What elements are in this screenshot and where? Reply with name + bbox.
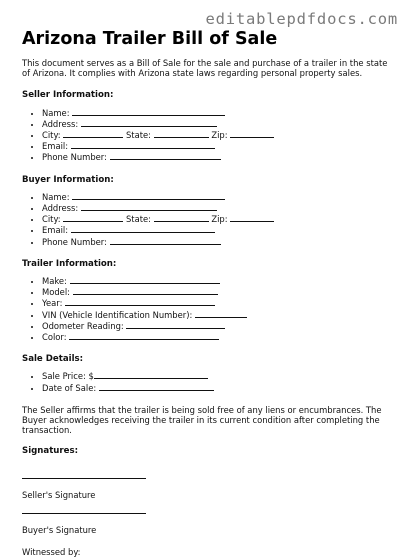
trailer-odometer-blank[interactable] [126,320,225,329]
closing-paragraph: The Seller affirms that the trailer is being sold free of any liens or encumbrances. The Buyer acknowledges receiving the trailer in its current condition after completing the transaction. [22,404,382,436]
seller-city-state-zip-field [42,129,394,140]
trailer-color-blank[interactable] [69,331,219,340]
buyer-email-field [42,224,394,235]
trailer-make-field [42,275,394,286]
field-label: Name: [42,191,70,202]
witnessed-by-label: Witnessed by: [22,547,81,557]
field-label: Address: [42,118,79,129]
trailer-odometer-field [42,320,394,331]
sale-heading: Sale Details: [22,354,84,365]
seller-state-blank[interactable] [154,129,209,138]
sale-price-blank[interactable] [94,370,208,379]
intro-paragraph: This document serves as a Bill of Sale for the sale and purchase of a trailer in the state of Arizona. It complies with Arizona state laws regarding personal property sales. [22,58,388,79]
seller-name-field [42,107,394,118]
seller-phone-blank[interactable] [110,151,221,160]
field-label: Date of Sale: [42,382,97,393]
seller-name-blank[interactable] [72,107,225,116]
field-label: City: [42,130,61,141]
trailer-vin-field [42,309,394,320]
seller-signature-line[interactable] [22,477,146,479]
buyer-state-blank[interactable] [154,213,209,222]
seller-address-field [42,118,394,129]
field-label: Odometer Reading: [42,320,124,331]
trailer-year-blank[interactable] [65,297,215,306]
trailer-fields [22,275,394,342]
buyer-address-blank[interactable] [81,202,217,211]
page-title: Arizona Trailer Bill of Sale [22,29,278,49]
buyer-name-field [42,191,394,202]
buyer-address-field [42,202,394,213]
field-label: Zip: [211,130,228,141]
field-label: City: [42,214,61,225]
field-label: Model: [42,287,70,298]
seller-address-blank[interactable] [81,118,217,127]
seller-phone-field [42,151,394,162]
field-label: Email: [42,141,69,152]
buyer-phone-blank[interactable] [110,236,221,245]
buyer-name-blank[interactable] [72,191,225,200]
seller-heading: Seller Information: [22,90,114,101]
buyer-fields [22,191,394,247]
signatures-heading: Signatures: [22,446,79,457]
trailer-year-field [42,297,394,308]
trailer-color-field [42,331,394,342]
watermark: editablepdfdocs.com [205,10,398,28]
field-label: Sale Price: $ [42,371,94,382]
buyer-zip-blank[interactable] [230,213,274,222]
field-label: Zip: [211,214,228,225]
field-label: Address: [42,203,79,214]
field-label: Make: [42,276,67,287]
field-label: Year: [42,298,63,309]
sale-date-field [42,382,394,393]
buyer-phone-field [42,236,394,247]
seller-email-blank[interactable] [71,140,215,149]
seller-fields [22,107,394,163]
buyer-city-blank[interactable] [63,213,123,222]
buyer-city-state-zip-field [42,213,394,224]
seller-zip-blank[interactable] [230,129,274,138]
buyer-signature-line[interactable] [22,512,146,514]
sale-fields [22,370,394,392]
trailer-heading: Trailer Information: [22,258,117,269]
field-label: Phone Number: [42,152,107,163]
seller-signature-label: Seller's Signature [22,489,96,500]
field-label: State: [125,130,151,141]
trailer-make-blank[interactable] [70,275,220,284]
trailer-vin-blank[interactable] [195,309,247,318]
buyer-heading: Buyer Information: [22,174,114,185]
trailer-model-blank[interactable] [73,286,218,295]
field-label: Color: [42,332,67,343]
seller-email-field [42,140,394,151]
sale-price-field [42,370,394,381]
seller-city-blank[interactable] [63,129,123,138]
field-label: Phone Number: [42,236,107,247]
field-label: Name: [42,107,70,118]
field-label: State: [125,214,151,225]
trailer-model-field [42,286,394,297]
field-label: Email: [42,225,69,236]
buyer-email-blank[interactable] [71,224,215,233]
buyer-signature-label: Buyer's Signature [22,524,97,535]
document-body [22,58,394,557]
sale-date-blank[interactable] [99,382,214,391]
field-label: VIN (Vehicle Identification Number): [42,309,193,320]
